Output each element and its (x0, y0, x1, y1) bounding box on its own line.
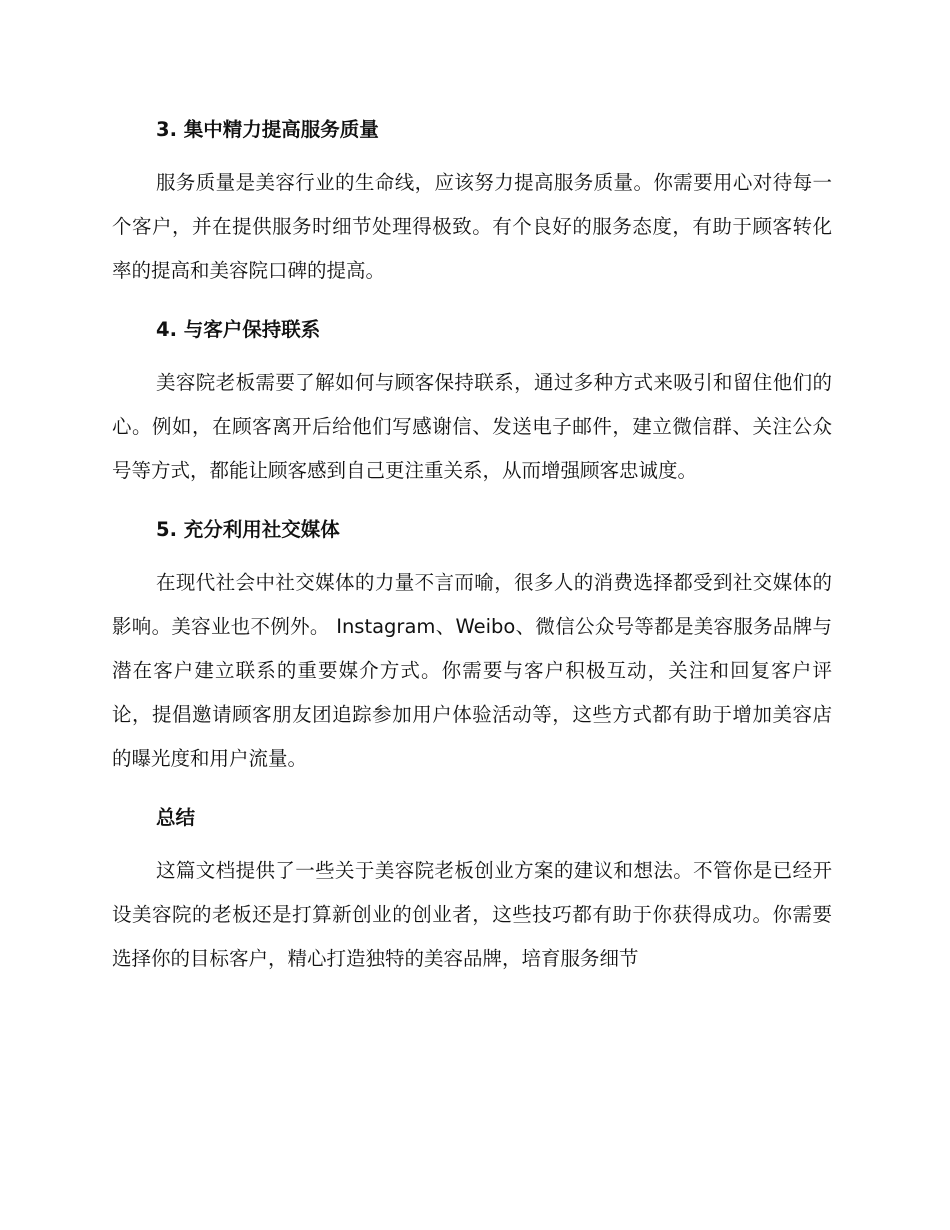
section-paragraph: 服务质量是美容行业的生命线，应该努力提高服务质量。你需要用心对待每一个客户，并在提供服务时细节处理得极致。有个良好的服务态度，有助于顾客转化率的提高和美容院口碑的提高。 (112, 171, 832, 282)
section-4 (112, 308, 832, 493)
section-paragraph: 这篇文档提供了一些关于美容院老板创业方案的建议和想法。不管你是已经开设美容院的老板还是打算新创业的创业者，这些技巧都有助于你获得成功。你需要选择你的目标客户，精心打造独特的美容品牌，培育服务细节 (112, 859, 832, 970)
section-5 (112, 508, 832, 781)
section-heading: 总结 (156, 806, 196, 829)
section-3 (112, 108, 832, 293)
section-heading: 4. 与客户保持联系 (156, 318, 321, 341)
section-summary (112, 796, 832, 981)
section-heading: 5. 充分利用社交媒体 (156, 518, 340, 541)
section-heading: 3. 集中精力提高服务质量 (156, 118, 379, 141)
section-paragraph: 在现代社会中社交媒体的力量不言而喻，很多人的消费选择都受到社交媒体的影响。美容业也不例外。 Instagram、Weibo、微信公众号等都是美容服务品牌与潜在客户建立联系的重要媒介方式。你需要与客户积极互动，关注和回复客户评论，提倡邀请顾客朋友团追踪参加用户体验活动等，这些方式都有助于增加美容店的曝光度和用户流量。 (112, 571, 832, 770)
document-page (112, 108, 832, 996)
section-paragraph: 美容院老板需要了解如何与顾客保持联系，通过多种方式来吸引和留住他们的心。例如，在顾客离开后给他们写感谢信、发送电子邮件，建立微信群、关注公众号等方式，都能让顾客感到自己更注重关系，从而增强顾客忠诚度。 (112, 371, 832, 482)
